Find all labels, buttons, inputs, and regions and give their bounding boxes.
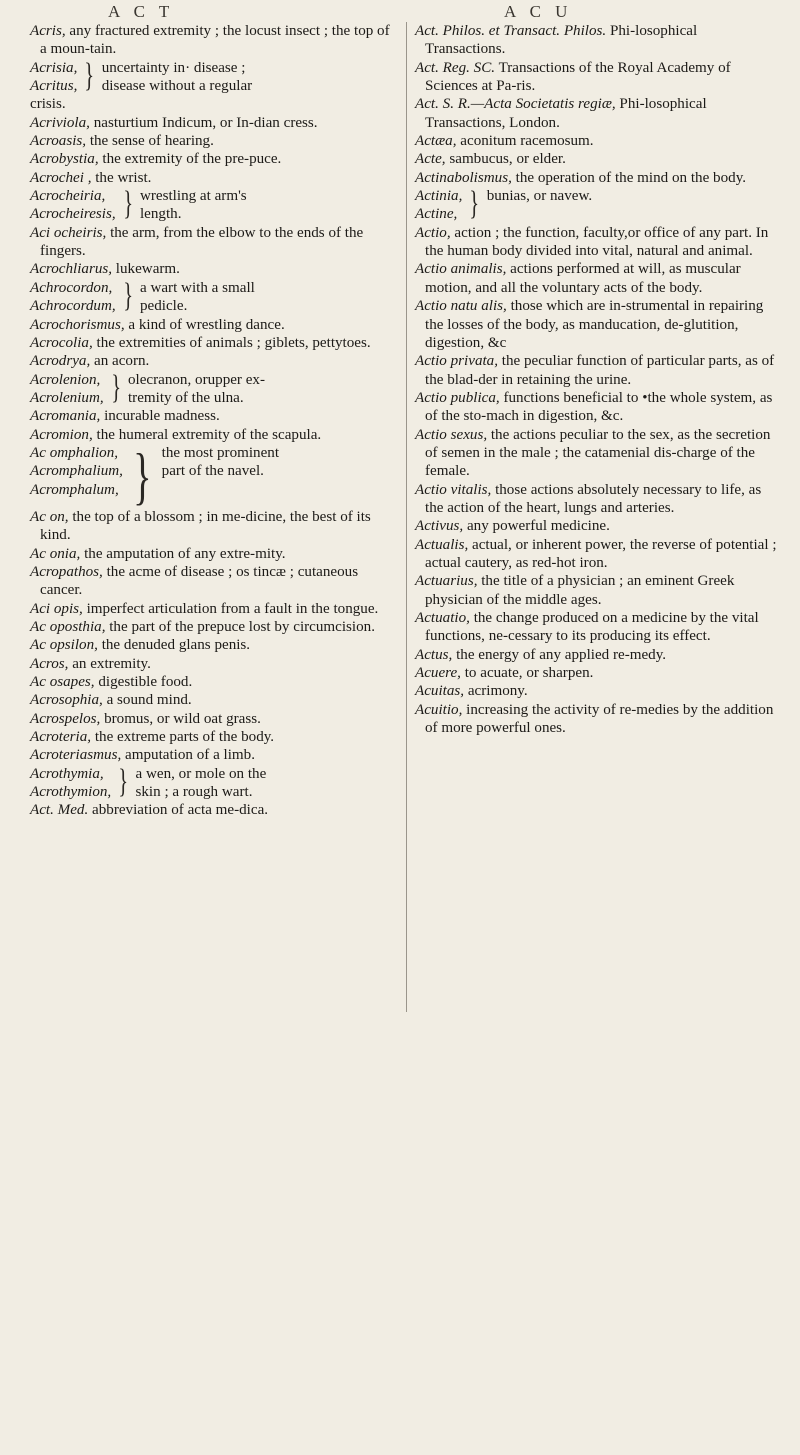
entry-headword: Ac onia, — [30, 545, 81, 562]
brace-group-row — [415, 187, 777, 224]
entry-definition: amputation of a limb. — [121, 747, 255, 764]
entry-headword: Acuitio, — [415, 701, 463, 718]
entry-headword: Ac omphalion, — [30, 444, 119, 461]
entry-definition: an acorn. — [90, 353, 150, 370]
entry-headword: Actinia, — [415, 188, 463, 205]
entry-definition: Transactions of the Royal Academy of Sciences at Pa-ris. — [425, 59, 731, 95]
entry-definition-line: bunias, or navew. — [486, 188, 593, 205]
entry-definition: the operation of the mind on the body. — [511, 169, 747, 186]
entry-headword: Acroteria, — [30, 729, 92, 746]
entry-definition: imperfect articulation from a fault in the tongue. — [82, 600, 379, 617]
entry-definition-tail: crisis. — [30, 96, 66, 113]
entry-definition: the sense of hearing. — [86, 133, 214, 150]
dictionary-entry — [415, 352, 777, 389]
dictionary-entry — [30, 710, 398, 728]
entry-headword: Actio natu alis, — [415, 298, 507, 315]
brace-definition — [162, 444, 279, 481]
entry-definition: bromus, or wild oat grass. — [100, 710, 261, 727]
entry-headword: Act. Med. — [30, 802, 89, 819]
entry-headword: Acrobystia, — [30, 151, 99, 168]
entry-definition: functions beneficial to •the whole system, as of the sto-mach in digestion, &c. — [425, 389, 773, 425]
entry-headword: Actio sexus, — [415, 426, 488, 443]
entry-definition: a sound mind. — [102, 692, 192, 709]
dictionary-entry — [30, 636, 398, 654]
entry-headword: Ac on, — [30, 508, 69, 525]
entry-headword: Actualis, — [415, 536, 469, 553]
brace-glyph: } — [469, 185, 480, 223]
dictionary-entry-group — [30, 762, 398, 802]
dictionary-entry-group — [30, 276, 398, 316]
entry-headword: Actuarius, — [415, 573, 478, 590]
entry-headword: Acuitas, — [415, 683, 465, 700]
dictionary-entry-group — [30, 56, 398, 114]
entry-headword: Act. S. R.—Acta Societatis regiæ, — [415, 96, 616, 113]
entry-definition: the peculiar function of particular parts, as of the blad-der in retaining the urine. — [425, 353, 775, 388]
brace-definition — [128, 371, 265, 408]
entry-headword: Actio publica, — [415, 389, 500, 406]
right-column — [415, 22, 777, 737]
entry-definition: the arm, from the elbow to the ends of the fingers. — [40, 224, 364, 260]
dictionary-entry — [415, 59, 777, 96]
dictionary-entry — [30, 673, 398, 691]
entry-headword: Acrolenion, — [30, 371, 101, 388]
entry-headword: Acromphalium, — [30, 463, 123, 480]
entry-headword: Acrosophia, — [30, 692, 103, 709]
brace-definition — [140, 187, 247, 224]
dictionary-entry — [415, 426, 777, 481]
entry-definition: sambucus, or elder. — [445, 151, 566, 168]
entry-headword: Acrolenium, — [30, 389, 104, 406]
dictionary-entry — [30, 224, 398, 261]
entry-headword: Acroasis, — [30, 133, 87, 150]
entry-headword: Acritus, — [30, 78, 78, 95]
dictionary-entry — [30, 150, 398, 168]
entry-definition: the part of the prepuce lost by circumcision. — [105, 618, 375, 635]
dictionary-entry — [30, 352, 398, 370]
running-head-left: A C T — [108, 2, 175, 21]
entry-definition: the denuded glans penis. — [97, 637, 251, 654]
entry-definition: the humeral extremity of the scapula. — [92, 426, 322, 443]
entry-headword: Acropathos, — [30, 563, 103, 580]
entry-definition-line: a wart with a small — [139, 279, 255, 296]
dictionary-entry — [30, 22, 398, 59]
entry-headword: Acrocheiria, — [30, 188, 106, 205]
entry-definition: the top of a blossom ; in me-dicine, the best of its kind. — [40, 508, 371, 544]
dictionary-entry — [30, 426, 398, 444]
dictionary-entry — [30, 618, 398, 636]
entry-headword: Acrisia, — [30, 59, 78, 76]
entry-headword: Actæa, — [415, 133, 457, 150]
dictionary-entry — [30, 260, 398, 278]
entry-headword: Ac opsilon, — [30, 637, 98, 654]
dictionary-entry — [30, 655, 398, 673]
left-column — [30, 22, 398, 820]
entry-definition: to acuate, or sharpen. — [460, 665, 594, 682]
dictionary-entry — [30, 316, 398, 334]
brace-group-row — [30, 368, 398, 408]
entry-definition-line: length. — [139, 206, 182, 223]
entry-headword: Act. Philos. et Transact. Philos. — [415, 23, 607, 39]
brace-definition — [140, 279, 255, 316]
entry-definition: increasing the activity of re-medies by the addition of more powerful ones. — [425, 701, 774, 737]
brace-headwords — [30, 765, 111, 802]
entry-definition: the wrist. — [91, 169, 152, 186]
dictionary-entry-group — [30, 187, 398, 224]
brace-glyph: } — [122, 276, 133, 314]
brace-glyph: } — [122, 185, 133, 223]
entry-headword: Acrochorismus, — [30, 316, 125, 333]
dictionary-entry — [415, 260, 777, 297]
entry-headword: Achrocordon, — [30, 279, 113, 296]
dictionary-entry — [415, 572, 777, 609]
entry-definition: the extreme parts of the body. — [91, 729, 275, 746]
entry-headword: Acte, — [415, 151, 446, 168]
dictionary-entry — [30, 407, 398, 425]
entry-headword: Acroteriasmus, — [30, 747, 122, 764]
entry-definition-line: skin ; a rough wart. — [135, 784, 253, 801]
entry-definition-line: pedicle. — [139, 298, 188, 315]
brace-headwords — [415, 187, 462, 224]
entry-headword: Acromphalum, — [30, 481, 119, 498]
dictionary-entry — [415, 682, 777, 700]
dictionary-entry — [30, 132, 398, 150]
entry-definition: the actions peculiar to the sex, as the secretion of semen in the male ; the catamenial dis-charge of the female. — [425, 426, 771, 480]
entry-headword: Acrothymion, — [30, 784, 112, 801]
entry-definition-line: part of the navel. — [161, 463, 264, 480]
dictionary-entry — [415, 389, 777, 426]
entry-definition-line: a wen, or mole on the — [135, 765, 267, 782]
dictionary-entry — [415, 517, 777, 535]
dictionary-entry — [30, 508, 398, 545]
entry-definition: the extremities of animals ; giblets, pettytoes. — [92, 334, 371, 351]
entry-definition-line: uncertainty in· disease ; — [101, 59, 246, 76]
brace-group-row — [30, 762, 398, 802]
brace-group-row — [30, 187, 398, 224]
entry-headword: Acros, — [30, 655, 69, 672]
entry-headword: Acromania, — [30, 408, 101, 425]
entry-definition: any fractured extremity ; the locust insect ; the top of a moun-tain. — [40, 23, 390, 58]
brace-headwords — [30, 279, 116, 316]
brace-headwords — [30, 59, 77, 96]
brace-headwords — [30, 187, 116, 224]
entry-headword: Actuatio, — [415, 610, 470, 626]
entry-definition: any powerful medicine. — [463, 518, 610, 535]
dictionary-entry — [415, 536, 777, 573]
entry-definition: the title of a physician ; an eminent Greek physician of the middle ages. — [425, 573, 735, 608]
entry-headword: Acriviola, — [30, 114, 90, 131]
dictionary-entry — [415, 297, 777, 352]
entry-headword: Actinabolismus, — [415, 169, 512, 186]
entry-headword: Acrothymia, — [30, 765, 104, 782]
dictionary-entry — [415, 224, 777, 261]
dictionary-entry — [30, 801, 398, 819]
entry-headword: Aci ocheiris, — [30, 224, 107, 241]
entry-definition: actions performed at will, as muscular motion, and all the voluntary acts of the body. — [425, 261, 741, 296]
entry-headword: Acrospelos, — [30, 710, 101, 727]
entry-definition: actual, or inherent power, the reverse of potential ; actual cautery, as red-hot iron. — [425, 536, 777, 571]
dictionary-entry — [30, 691, 398, 709]
entry-headword: Ac oposthia, — [30, 618, 106, 635]
entry-definition: the acme of disease ; os tincæ ; cutaneous cancer. — [40, 563, 359, 599]
dictionary-entry — [30, 114, 398, 132]
entry-definition-line: wrestling at arm's — [139, 188, 247, 205]
entry-definition: abbreviation of acta me-dica. — [88, 802, 269, 819]
entry-definition: those actions absolutely necessary to life, as the action of the heart, lungs and arteries. — [425, 481, 762, 516]
entry-definition: action ; the function, faculty,or office of any part. In the human body divided into vital, natural and animal. — [425, 224, 769, 260]
entry-headword: Act. Reg. SC. — [415, 59, 496, 76]
brace-definition — [487, 187, 593, 205]
entry-definition: incurable madness. — [100, 408, 220, 425]
entry-definition: a kind of wrestling dance. — [124, 316, 285, 333]
dictionary-entry-group — [30, 368, 398, 408]
entry-definition: aconitum racemosum. — [456, 133, 594, 150]
dictionary-entry — [415, 150, 777, 168]
entry-headword: Acrocolia, — [30, 334, 93, 351]
entry-headword: Achrocordum, — [30, 298, 116, 315]
brace-headwords — [30, 371, 104, 408]
entry-headword: Actio, — [415, 224, 451, 241]
brace-group-row — [30, 56, 398, 96]
entry-definition: nasturtium Indicum, or In-dian cress. — [89, 114, 318, 131]
entry-headword: Acuere, — [415, 665, 461, 682]
dictionary-entry — [415, 132, 777, 150]
entry-definition: an extremity. — [68, 655, 151, 672]
brace-glyph: } — [110, 368, 121, 406]
brace-definition — [102, 59, 252, 96]
entry-definition-line: olecranon, orupper ex- — [127, 371, 266, 388]
brace-glyph: } — [118, 762, 129, 800]
entry-definition: Phi-losophical Transactions. — [425, 23, 698, 58]
entry-definition: lukewarm. — [112, 261, 180, 278]
brace-headwords — [30, 444, 123, 499]
dictionary-entry — [30, 563, 398, 600]
entry-headword: Acrochliarus, — [30, 261, 113, 278]
dictionary-entry — [30, 334, 398, 352]
entry-definition: acrimony. — [464, 683, 528, 700]
brace-group-row — [30, 439, 398, 511]
entry-headword: Acris, — [30, 23, 66, 39]
dictionary-entry — [415, 481, 777, 518]
entry-headword: Acrocheiresis, — [30, 206, 116, 223]
dictionary-entry-group — [415, 187, 777, 224]
dictionary-entry — [415, 646, 777, 664]
dictionary-entry — [30, 545, 398, 563]
brace-glyph: } — [84, 56, 95, 94]
dictionary-entry — [415, 22, 777, 59]
entry-definition-line: disease without a regular — [101, 78, 253, 95]
entry-headword: Activus, — [415, 518, 464, 535]
running-head-right: A C U — [504, 2, 573, 21]
entry-definition: the extremity of the pre-puce. — [98, 151, 282, 168]
entry-headword: Acrodrya, — [30, 353, 91, 370]
entry-headword: Actus, — [415, 646, 453, 663]
entry-headword: Acromion, — [30, 426, 93, 443]
entry-definition: Phi-losophical Transactions, London. — [425, 96, 707, 131]
dictionary-entry — [30, 169, 398, 187]
brace-definition — [136, 765, 267, 802]
dictionary-entry — [30, 600, 398, 618]
entry-definition: those which are in-strumental in repairing the losses of the body, as manducation, de-glutition, digestion, &c — [425, 298, 764, 351]
entry-definition: the amputation of any extre-mity. — [80, 545, 286, 562]
entry-headword: Acrochei , — [30, 169, 92, 186]
dictionary-entry-group — [30, 439, 398, 511]
dictionary-entry — [30, 746, 398, 764]
entry-definition-line: the most prominent — [161, 444, 280, 461]
dictionary-entry — [30, 728, 398, 746]
dictionary-entry — [415, 95, 777, 132]
entry-definition: the energy of any applied re-medy. — [452, 646, 667, 663]
dictionary-entry — [415, 664, 777, 682]
entry-definition-line: tremity of the ulna. — [127, 389, 244, 406]
entry-headword: Ac osapes, — [30, 674, 95, 690]
brace-glyph: } — [133, 439, 152, 511]
brace-group-row — [30, 276, 398, 316]
dictionary-entry — [415, 701, 777, 738]
column-divider — [406, 22, 407, 1012]
entry-definition: digestible food. — [94, 674, 193, 690]
entry-headword: Actio privata, — [415, 353, 499, 370]
entry-definition: the change produced on a medicine by the vital functions, ne-cessary to its producing its effect. — [425, 610, 759, 645]
dictionary-entry — [415, 609, 777, 646]
entry-headword: Aci opis, — [30, 600, 83, 617]
entry-headword: Actio animalis, — [415, 261, 507, 278]
entry-headword: Actine, — [415, 206, 458, 223]
entry-headword: Actio vitalis, — [415, 481, 492, 498]
